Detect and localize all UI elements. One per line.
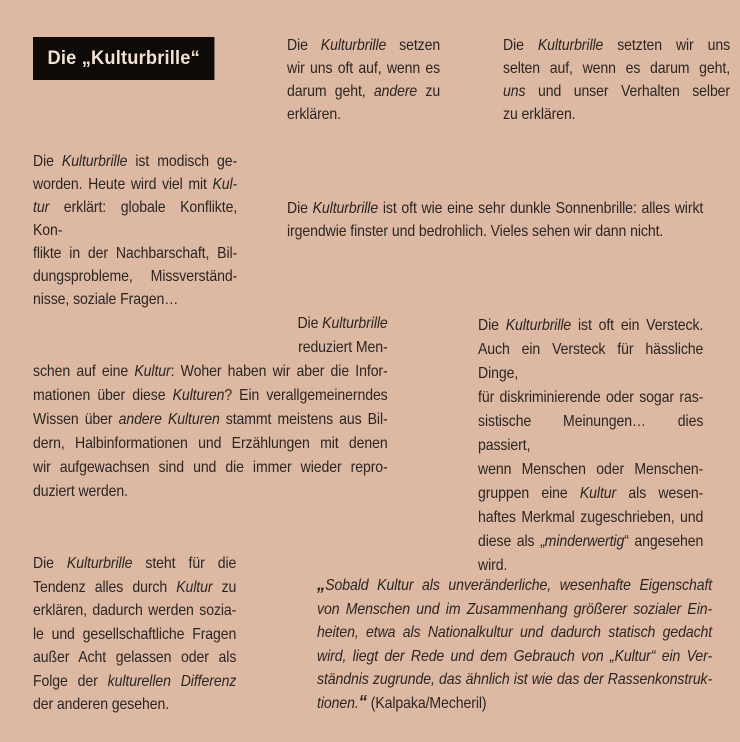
quote-attribution-line: tionen.“ (Kalpaka/Mecheril): [317, 690, 487, 712]
text-line: darum geht, andere zu: [287, 83, 441, 100]
quote-block: [317, 574, 712, 715]
text-line: Die Kulturbrille ist modisch ge-: [33, 153, 238, 170]
text-line: von Menschen und im Zusammenhang größerer sozialer Ein-: [317, 600, 713, 618]
paragraph-hideout: [478, 314, 703, 578]
text-line: wird.: [478, 557, 508, 574]
text-line: Die Kulturbrille ist oft ein Versteck.: [478, 317, 704, 334]
text-line: für diskriminierende oder sogar ras-: [478, 389, 704, 406]
text-line: duziert werden.: [33, 483, 128, 500]
paragraph-sunglasses: [287, 197, 703, 243]
text-line: worden. Heute wird viel mit Kul-: [33, 176, 238, 193]
text-line: uns und unser Verhalten selber: [503, 83, 731, 100]
text-line: Tendenz alles durch Kultur zu: [33, 578, 237, 596]
text-line: wird, liegt der Rede und dem Gebrauch von „Kultur“ ein Ver-: [317, 647, 713, 665]
text-line: tur erklärt: globale Konflikte, Kon-: [33, 199, 238, 239]
text-line: Die Kulturbrille: [297, 315, 388, 332]
text-line: wir uns oft auf, wenn es: [287, 60, 441, 77]
text-line: dungsprobleme, Missverständ-: [33, 268, 238, 285]
text-line: selten auf, wenn es darum geht,: [503, 60, 731, 77]
paragraph-top-right: [503, 34, 730, 126]
text-line: wenn Menschen oder Menschen-: [478, 461, 704, 478]
text-line: haftes Merkmal zugeschrieben, und: [478, 509, 704, 526]
text-line: Auch ein Versteck für hässliche Dinge,: [478, 341, 704, 382]
text-line: sistische Meinungen… dies passiert,: [478, 413, 704, 454]
text-line: dern, Halbinformationen und Erzählungen mit denen: [33, 435, 388, 452]
text-line: außer Acht gelassen oder als: [33, 649, 237, 666]
text-line: schen auf eine Kultur: Woher haben wir aber die Infor-: [33, 363, 388, 380]
text-line: wir aufgewachsen sind und die immer wieder repro-: [33, 459, 388, 476]
text-line: zu erklären.: [503, 106, 576, 123]
text-line: heiten, etwa als Nationalkultur und dadurch statisch gedacht: [317, 624, 713, 641]
text-line: erklären, dadurch werden sozia-: [33, 602, 237, 619]
text-line: Die Kulturbrille setzten wir uns: [503, 37, 731, 54]
text-line: mationen über diese Kulturen? Ein verallgemeinerndes: [33, 387, 388, 404]
paragraph-top-middle: [287, 34, 440, 126]
text-line: irgendwie finster und bedrohlich. Vieles sehen wir dann nicht.: [287, 223, 664, 240]
text-line: der anderen gesehen.: [33, 696, 170, 713]
text-line: Die Kulturbrille setzen: [287, 37, 441, 54]
paragraph-tendency: [33, 552, 236, 717]
text-line: Die Kulturbrille steht für die: [33, 555, 237, 572]
paragraph-reduction: [33, 312, 388, 504]
text-line: flikte in der Nachbarschaft, Bil-: [33, 245, 238, 262]
text-line: erklären.: [287, 106, 341, 123]
text-line: reduziert Men-: [298, 339, 388, 356]
text-line: „Sobald Kultur als unveränderliche, wesenhafte Eigenschaft: [317, 573, 713, 594]
page-title: Die „Kulturbrille“: [47, 47, 200, 69]
text-line: Die Kulturbrille ist oft wie eine sehr dunkle Sonnenbrille: alles wirkt: [287, 200, 704, 217]
text-line: Folge der kulturellen Differenz: [33, 672, 237, 690]
text-line: ständnis zugrunde, das ähnlich ist wie das der Rassenkonstruk-: [317, 671, 713, 688]
text-line: Wissen über andere Kulturen stammt meistens aus Bil-: [33, 411, 388, 428]
paragraph-fashionable: [33, 150, 237, 311]
text-line: gruppen eine Kultur als wesen-: [478, 485, 704, 502]
text-line: le und gesellschaftliche Fragen: [33, 625, 237, 643]
text-line: nisse, soziale Fragen…: [33, 291, 179, 308]
text-line: diese als „minderwertig“ angesehen: [478, 533, 704, 550]
title-box: [33, 37, 214, 80]
